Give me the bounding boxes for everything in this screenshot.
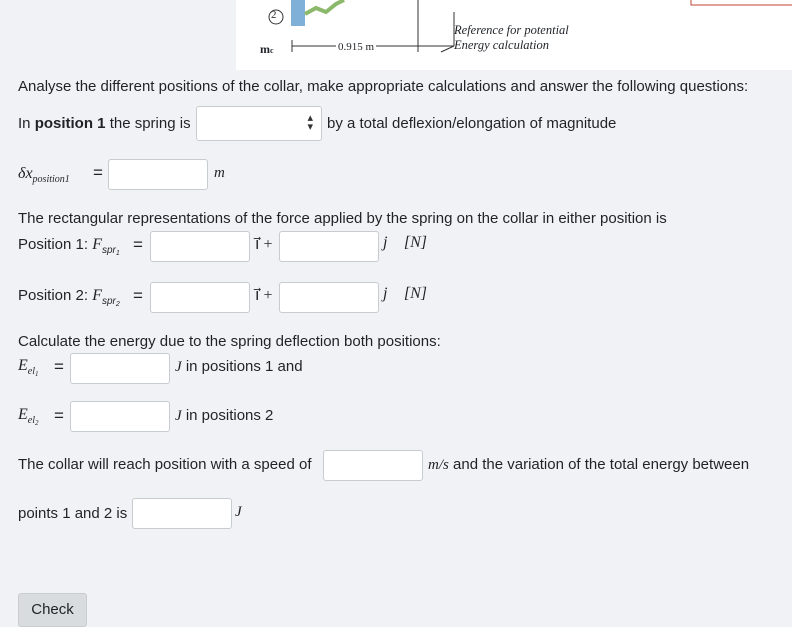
reference-label-line2: Energy calculation xyxy=(454,38,549,52)
energy2-suffix: J in positions 2 xyxy=(175,407,274,424)
force1-i-unit: i⃗ + xyxy=(255,236,273,253)
deflexion-symbol: $\delta x_{position1}$ xyxy=(18,165,70,185)
force1-i-input[interactable] xyxy=(150,231,250,262)
energy2-input[interactable] xyxy=(70,401,170,432)
spring-state-select[interactable] xyxy=(196,106,322,141)
highlight-box xyxy=(691,0,792,5)
force2-j-input[interactable] xyxy=(279,282,379,313)
position1-question: In position 1 the spring is xyxy=(18,115,191,132)
speed-suffix: m/s and the variation of the total energy between xyxy=(428,456,750,473)
energy1-symbol: $E_{el_1}$ xyxy=(18,357,39,378)
force-position2-label: Position 2: $F_{spr_2}$ xyxy=(18,287,120,308)
total-energy-input[interactable] xyxy=(132,498,232,529)
force-intro: The rectangular representations of the force applied by the spring on the collar in either position is xyxy=(18,210,667,227)
speed-input[interactable] xyxy=(323,450,423,481)
problem-diagram xyxy=(236,0,792,70)
deflexion-equals: = xyxy=(93,163,103,182)
energy2-equals: = xyxy=(54,406,64,425)
instructions-text: Analyse the different positions of the collar, make appropriate calculations and answer the following questions: xyxy=(18,78,749,95)
spring-shape xyxy=(305,0,344,14)
force1-equals: = xyxy=(133,235,143,254)
energy2-symbol: $E_{el_2}$ xyxy=(18,406,39,427)
energy1-input[interactable] xyxy=(70,353,170,384)
select-arrows-icon: ▴ ▾ xyxy=(307,112,313,133)
total-energy-unit: J xyxy=(235,504,242,520)
deflexion-text: by a total deflexion/elongation of magnitude xyxy=(327,115,617,132)
total-energy-text: points 1 and 2 is xyxy=(18,505,128,522)
reference-label-line1: Reference for potential xyxy=(454,23,569,37)
force1-j-unit: j⃗ [N] xyxy=(383,234,428,251)
mass-label: mc xyxy=(260,42,274,56)
force2-i-input[interactable] xyxy=(150,282,250,313)
energy1-suffix: J in positions 1 and xyxy=(175,358,303,375)
deflexion-unit: m xyxy=(214,165,225,181)
energy1-equals: = xyxy=(54,357,64,376)
force1-j-input[interactable] xyxy=(279,231,379,262)
distance-label: 0.915 m xyxy=(338,41,375,53)
position-marker-label: 2 xyxy=(271,9,277,21)
speed-text: The collar will reach position with a speed of xyxy=(18,456,312,473)
force2-j-unit: j⃗ [N] xyxy=(383,285,428,302)
check-button[interactable]: Check xyxy=(18,593,87,627)
deflexion-input[interactable] xyxy=(108,159,208,190)
collar-shape xyxy=(291,0,305,26)
force-position1-label: Position 1: $F_{spr_1}$ xyxy=(18,236,120,257)
reference-pointer xyxy=(441,46,454,52)
force2-equals: = xyxy=(133,286,143,305)
force2-i-unit: i⃗ + xyxy=(255,287,273,304)
energy-intro: Calculate the energy due to the spring deflection both positions: xyxy=(18,333,441,350)
